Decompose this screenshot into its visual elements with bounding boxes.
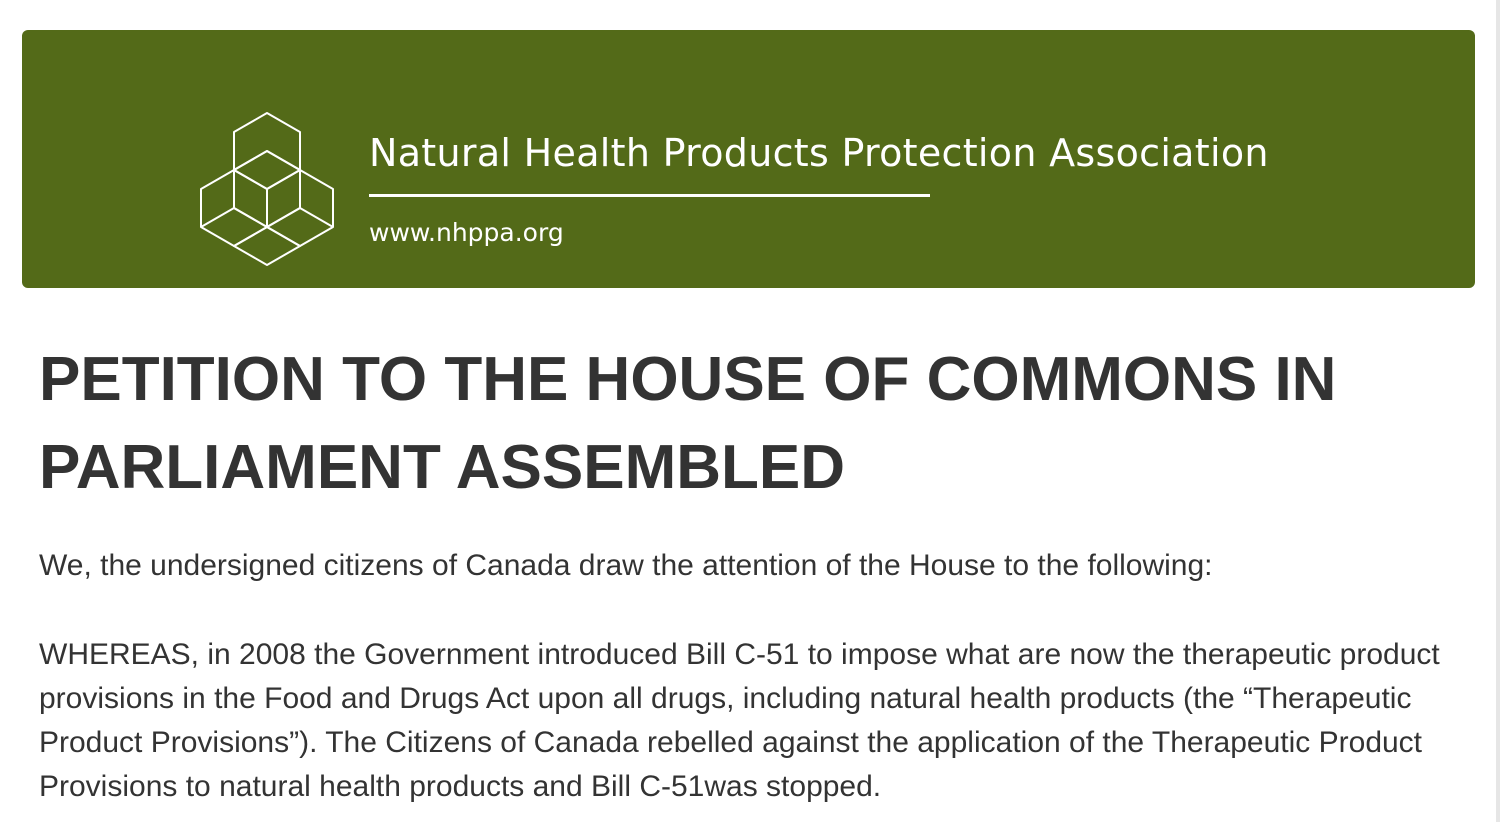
header-divider bbox=[369, 194, 930, 197]
org-url-link[interactable]: www.nhppa.org bbox=[369, 218, 564, 247]
scrollbar-track[interactable] bbox=[1496, 0, 1500, 822]
hexagon-cubes-logo-icon bbox=[190, 110, 344, 266]
header-banner bbox=[22, 30, 1475, 288]
whereas-paragraph: WHEREAS, in 2008 the Government introduced Bill C-51 to impose what are now the therapeutic product provisions in the Food and Drugs Act upon all drugs, including natural health products (the “Therapeutic Product Provisions”). The Citizens of Canada rebelled against the application of the Therapeutic Product Provisions to natural health products and Bill C-51was stopped. bbox=[39, 638, 1440, 803]
intro-paragraph: We, the undersigned citizens of Canada draw the attention of the House to the following: bbox=[39, 549, 1213, 582]
org-name: Natural Health Products Protection Association bbox=[369, 131, 1269, 175]
page-title: PETITION TO THE HOUSE OF COMMONS IN PARLIAMENT ASSEMBLED bbox=[39, 345, 1337, 502]
